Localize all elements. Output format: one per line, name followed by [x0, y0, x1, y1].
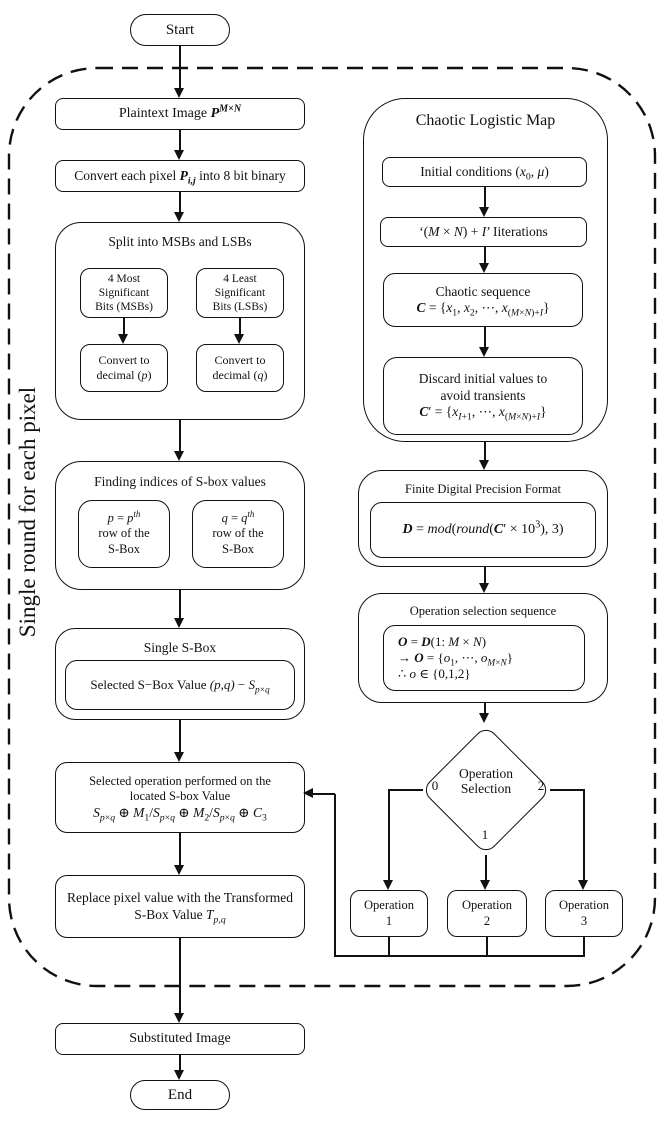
finding-indices-title: Finding indices of S-box values — [94, 474, 266, 489]
branch-2-label: 2 — [537, 778, 545, 793]
opsel-line3: ∴ o ∈ {0,1,2} — [398, 665, 471, 681]
arrowhead — [174, 150, 184, 160]
discard-line1: Discard initial values to — [418, 371, 548, 387]
connector — [179, 938, 181, 1013]
replace-pixel-node — [55, 875, 305, 938]
arrowhead — [174, 618, 184, 628]
arrowhead — [174, 212, 184, 222]
initial-conditions-label: Initial conditions ($x_0$, μ) — [420, 163, 549, 183]
operation-selection-seq-title: Operation selection sequence — [409, 604, 557, 618]
single-sbox-title: Single S-Box — [143, 640, 217, 655]
chaotic-sequence-formula: $C = \{x_1$, $x_2$, ⋯, $x_{(M\times N)+I}$} — [416, 300, 550, 319]
selected-operation-formula: $S_{p\times q}$ ⊕ $M_1/S_{p\times q}$ ⊕ $M_2/S_{p\times q}$ ⊕ $C_3$ — [93, 804, 267, 824]
operation-2-node — [447, 890, 527, 937]
arrowhead — [479, 460, 489, 470]
lsb-node — [196, 268, 284, 318]
discard-formula: $C' = \{x_{I+1}$, ⋯, $x_{(M\times N)+I}$} — [419, 404, 547, 423]
connector — [179, 192, 181, 212]
q-row-label: $q = q^{th}$ row of the S-Box — [212, 508, 264, 556]
convert-q-node — [196, 344, 284, 392]
start-label: Start — [165, 21, 195, 38]
connector-op3-bus — [583, 937, 585, 955]
chaotic-sequence-node — [383, 273, 583, 327]
convert-p-label: Convert to decimal (p) — [96, 353, 152, 382]
arrowhead — [174, 451, 184, 461]
arrowhead — [578, 880, 588, 890]
replace-pixel-label: Replace pixel value with the Transformed S-Box Value $T_{p,q}$ — [66, 890, 294, 926]
arrowhead — [118, 334, 128, 344]
arrowhead-feedback — [303, 788, 313, 798]
operation-1-node — [350, 890, 428, 937]
connector — [484, 247, 486, 263]
connector — [179, 130, 181, 150]
arrowhead — [174, 1013, 184, 1023]
lsb-label: 4 Least Significant Bits (LSBs) — [212, 272, 268, 313]
connector — [484, 703, 486, 713]
connector-branch0 — [389, 789, 423, 791]
arrowhead — [174, 752, 184, 762]
substituted-image-label: Substituted Image — [129, 1031, 231, 1047]
msb-label: 4 Most Significant Bits (MSBs) — [95, 272, 153, 313]
selected-operation-node — [55, 762, 305, 833]
connector — [179, 720, 181, 752]
finite-precision-formula: D = mod(round(C′ × $10^3$), 3) — [402, 519, 564, 538]
start-node — [130, 14, 230, 46]
finite-precision-title: Finite Digital Precision Format — [405, 482, 561, 496]
q-row-node — [192, 500, 284, 568]
opsel-line1: O = D(1: M × N) — [398, 634, 487, 650]
p-row-label: $p = p^{th}$ row of the S-Box — [98, 508, 150, 556]
connector-op1-bus — [388, 937, 390, 955]
split-title: Split into MSBs and LSBs — [108, 234, 252, 249]
connector — [484, 442, 486, 460]
arrowhead — [174, 865, 184, 875]
connector-op2-bus — [486, 937, 488, 955]
connector — [179, 590, 181, 618]
connector-branch1 — [485, 855, 487, 880]
connector — [123, 318, 125, 334]
branch-1-label: 1 — [481, 827, 489, 842]
arrowhead — [479, 263, 489, 273]
convert-pixel-label: Convert each pixel $P_{i,j}$ into 8 bit binary — [74, 167, 286, 187]
operation-3-label: Operation 3 — [559, 898, 609, 928]
convert-pixel-node — [55, 160, 305, 192]
operation-selection-decision-label: Operation Selection — [459, 766, 513, 796]
operation-2-label: Operation 2 — [462, 898, 512, 928]
plaintext-image-label: Plaintext Image $P^{M\times N}$ — [118, 103, 242, 122]
initial-conditions-node — [382, 157, 587, 187]
selected-operation-line2: located S-box Value — [129, 789, 231, 804]
operation-1-label: Operation 1 — [364, 898, 414, 928]
chaotic-sequence-title: Chaotic sequence — [435, 283, 531, 299]
arrowhead — [479, 713, 489, 723]
discard-line2: avoid transients — [440, 387, 526, 403]
end-label: End — [167, 1086, 193, 1103]
operations-bus — [334, 955, 585, 957]
connector — [179, 1055, 181, 1070]
operation-3-node — [545, 890, 623, 937]
iterations-label: ‘(M × N) + I’ Iiterations — [419, 223, 548, 239]
region-label: Single round for each pixel — [15, 386, 40, 638]
plaintext-image-node — [55, 98, 305, 130]
selected-sbox-value-node — [65, 660, 295, 710]
arrowhead — [479, 207, 489, 217]
convert-q-label: Convert to decimal (q) — [212, 353, 268, 382]
discard-transients-node — [383, 357, 583, 435]
arrowhead — [174, 88, 184, 98]
opsel-line2: → $O = \{o_1$, ⋯, $o_{M\times N}$} — [398, 650, 513, 669]
connector-start-plaintext — [179, 46, 181, 88]
arrowhead — [383, 880, 393, 890]
feedback-line — [313, 793, 335, 795]
p-row-node — [78, 500, 170, 568]
connector — [484, 567, 486, 583]
connector-branch0 — [388, 789, 390, 880]
selected-sbox-value-label: Selected S−Box Value $(p,q) - S_{p\times q}$ — [90, 677, 270, 696]
finite-precision-formula-node — [370, 502, 596, 558]
connector — [484, 187, 486, 207]
connector-branch2 — [550, 789, 585, 791]
connector — [484, 327, 486, 347]
branch-0-label: 0 — [431, 778, 439, 793]
arrowhead — [480, 880, 490, 890]
selected-operation-line1: Selected operation performed on the — [89, 774, 271, 789]
connector — [239, 318, 241, 334]
msb-node — [80, 268, 168, 318]
arrowhead — [174, 1070, 184, 1080]
convert-p-node — [80, 344, 168, 392]
arrowhead — [234, 334, 244, 344]
iterations-node — [380, 217, 587, 247]
connector — [179, 833, 181, 865]
connector-branch2 — [583, 789, 585, 880]
arrowhead — [479, 583, 489, 593]
chaotic-logistic-map-title: Chaotic Logistic Map — [415, 112, 556, 129]
connector — [179, 420, 181, 451]
end-node — [130, 1080, 230, 1110]
operation-selection-seq-node — [383, 625, 585, 691]
arrowhead — [479, 347, 489, 357]
feedback-line — [334, 794, 336, 955]
substituted-image-node — [55, 1023, 305, 1055]
